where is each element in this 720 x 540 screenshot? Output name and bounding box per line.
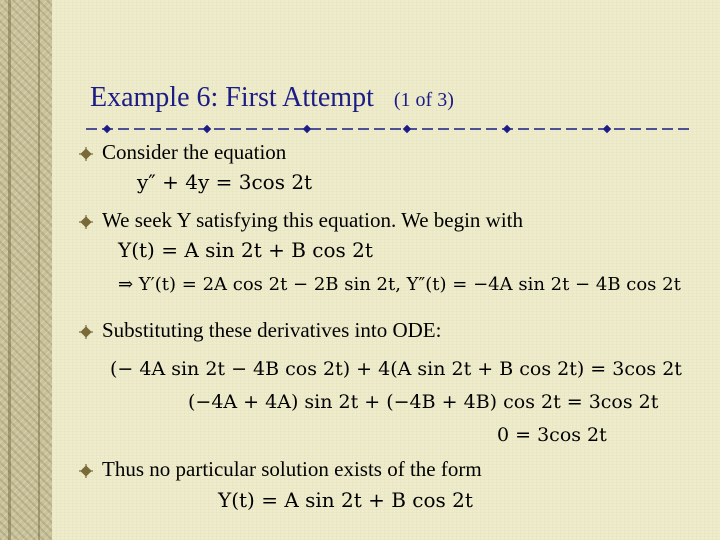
title-divider [86,123,698,135]
equation-derivatives: ⇒ Y′(t) = 2A cos 2t − 2B sin 2t, Y″(t) = −4A sin 2t − 4B cos 2t [118,274,681,295]
equation-guess: Y(t) = A sin 2t + B cos 2t [118,238,373,262]
title-main: Example 6: First Attempt [90,82,374,113]
decorative-side-strip [0,0,52,540]
bullet-text: Substituting these derivatives into ODE: [102,318,442,342]
diamond-bullet-icon [78,214,94,230]
bullet-text: Thus no particular solution exists of the form [102,457,482,481]
bullet-text: We seek Y satisfying this equation. We begin with [102,208,524,232]
equation-substitution-3: 0 = 3cos 2t [497,424,607,446]
bullet-text: Consider the equation [102,140,287,164]
equation-substitution-1: (− 4A sin 2t − 4B cos 2t) + 4(A sin 2t + B cos 2t) = 3cos 2t [110,358,682,380]
diamond-bullet-icon [78,324,94,340]
slide-title [90,82,454,114]
title-subtitle: (1 of 3) [393,89,454,111]
diamond-bullet-icon [78,463,94,479]
equation-form: Y(t) = A sin 2t + B cos 2t [218,488,473,512]
diamond-bullet-icon [78,146,94,162]
equation-ode: y″ + 4y = 3cos 2t [137,170,313,194]
equation-substitution-2: (−4A + 4A) sin 2t + (−4B + 4B) cos 2t = 3cos 2t [188,391,659,413]
